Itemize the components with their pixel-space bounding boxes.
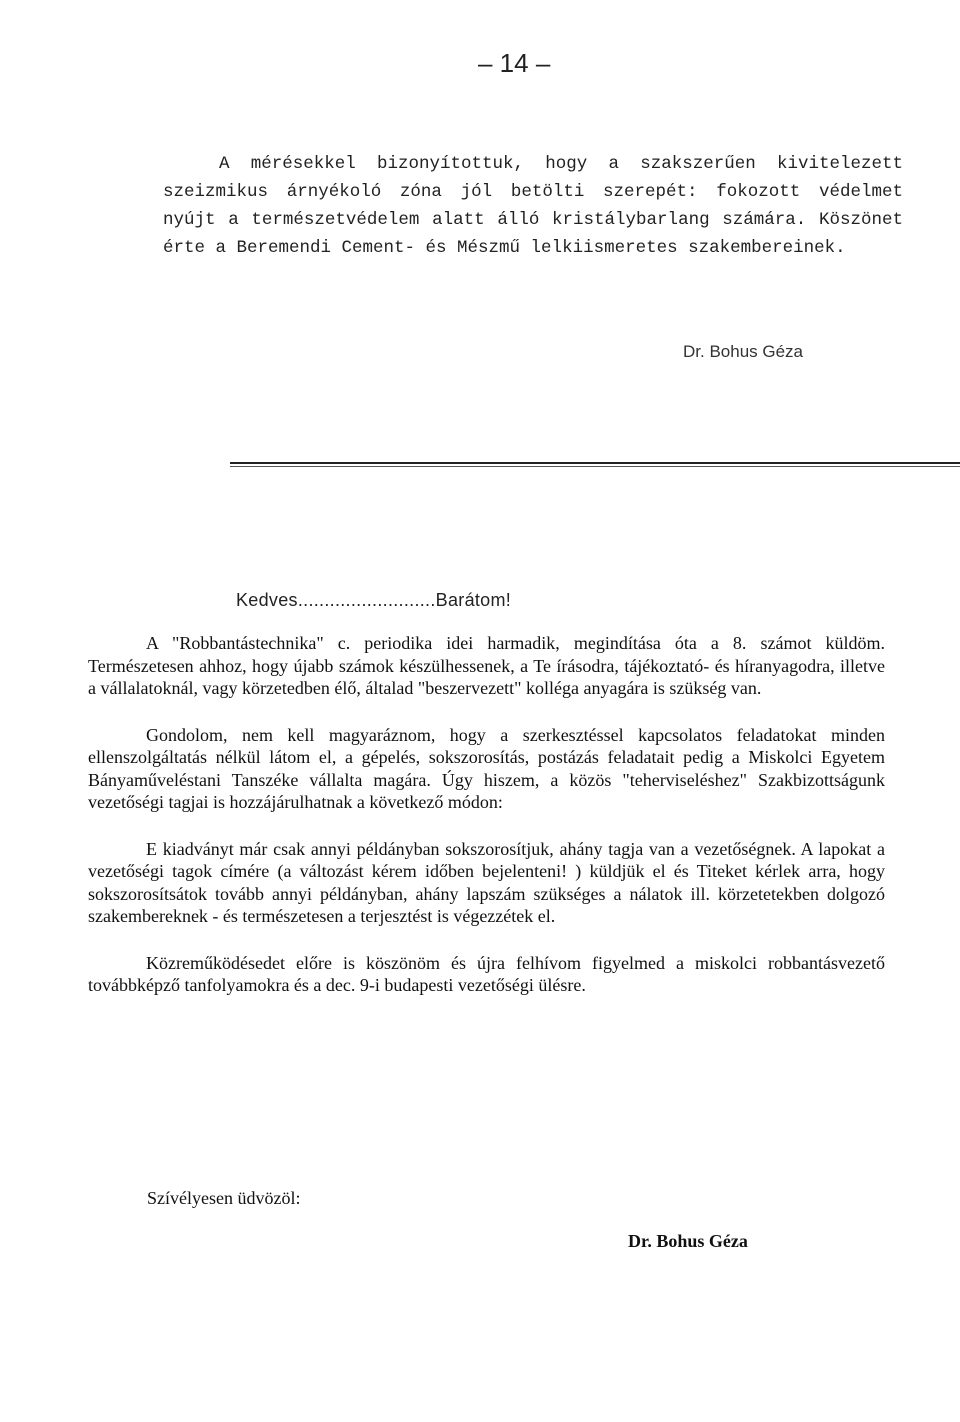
letter-closing: Szívélyesen üdvözöl: [147, 1188, 301, 1208]
letter-paragraph [88, 838, 885, 928]
intro-paragraph [163, 150, 903, 262]
page-number: – 14 – [478, 48, 551, 78]
intro-paragraph-text: A mérésekkel bizonyítottuk, hogy a szakszerűen kivitelezett szeizmikus árnyékoló zóna jól betölti szerepét: fokozott védelmet nyújt a természetvédelem alatt álló kristálybarlang számára. Köszönet érte a Beremendi Cement- és Mészmű lelkiismeretes szakembereinek. [163, 154, 903, 258]
letter-paragraph [88, 952, 885, 997]
letter-paragraph-text: Közreműködésedet előre is köszönöm és újra felhívom figyelmed a miskolci robbantásvezető továbbképző tanfolyamokra és a dec. 9-i budapesti vezetőségi ülésre. [88, 952, 885, 995]
section-divider-secondary [230, 466, 960, 467]
first-signature: Dr. Bohus Géza [683, 342, 804, 361]
letter-body [88, 632, 885, 1021]
letter-paragraph-text: A "Robbantástechnika" c. periodika idei harmadik, megindítása óta a 8. számot küldöm. Természetesen ahhoz, hogy újabb számok készülhessenek, a Te írásodra, tájékoztató- és híranyagodra, illetve a vállalatoknál, vagy körzetedben élő, általad "beszervezett" kolléga anyagára is szükség van. [88, 633, 885, 698]
letter-paragraph-text: Gondolom, nem kell magyaráznom, hogy a szerkesztéssel kapcsolatos feladatokat minden ellenszolgáltatás nélkül látom el, a gépelés, sokszorosítás, postázás feladatait pedig a Miskolci Egyetem Bányaműveléstani Tanszéke vállalta magára. Úgy hiszem, a közös "teherviseléshez" Szakbizottságunk vezetőségi tagjai is hozzájárulhatnak a következő módon: [88, 724, 885, 812]
section-divider [230, 462, 960, 464]
letter-paragraph-text: E kiadványt már csak annyi példányban sokszorosítjuk, ahány tagja van a vezetőségnek. A lapokat a vezetőségi tagok címére (a változást kérem időben bejelenteni! ) küldjük el és Titeket kérlek arra, hogy sokszorosítsátok tovább annyi példányban, ahány lapszám szükséges a nálatok ill. körzetetekben dolgozó szakembereknek - és természetesen a terjesztést is végezzétek el. [88, 838, 885, 926]
letter-paragraph [88, 632, 885, 700]
letter-greeting: Kedves..........................Barátom! [236, 590, 512, 610]
final-signature: Dr. Bohus Géza [628, 1231, 748, 1251]
letter-paragraph [88, 724, 885, 814]
